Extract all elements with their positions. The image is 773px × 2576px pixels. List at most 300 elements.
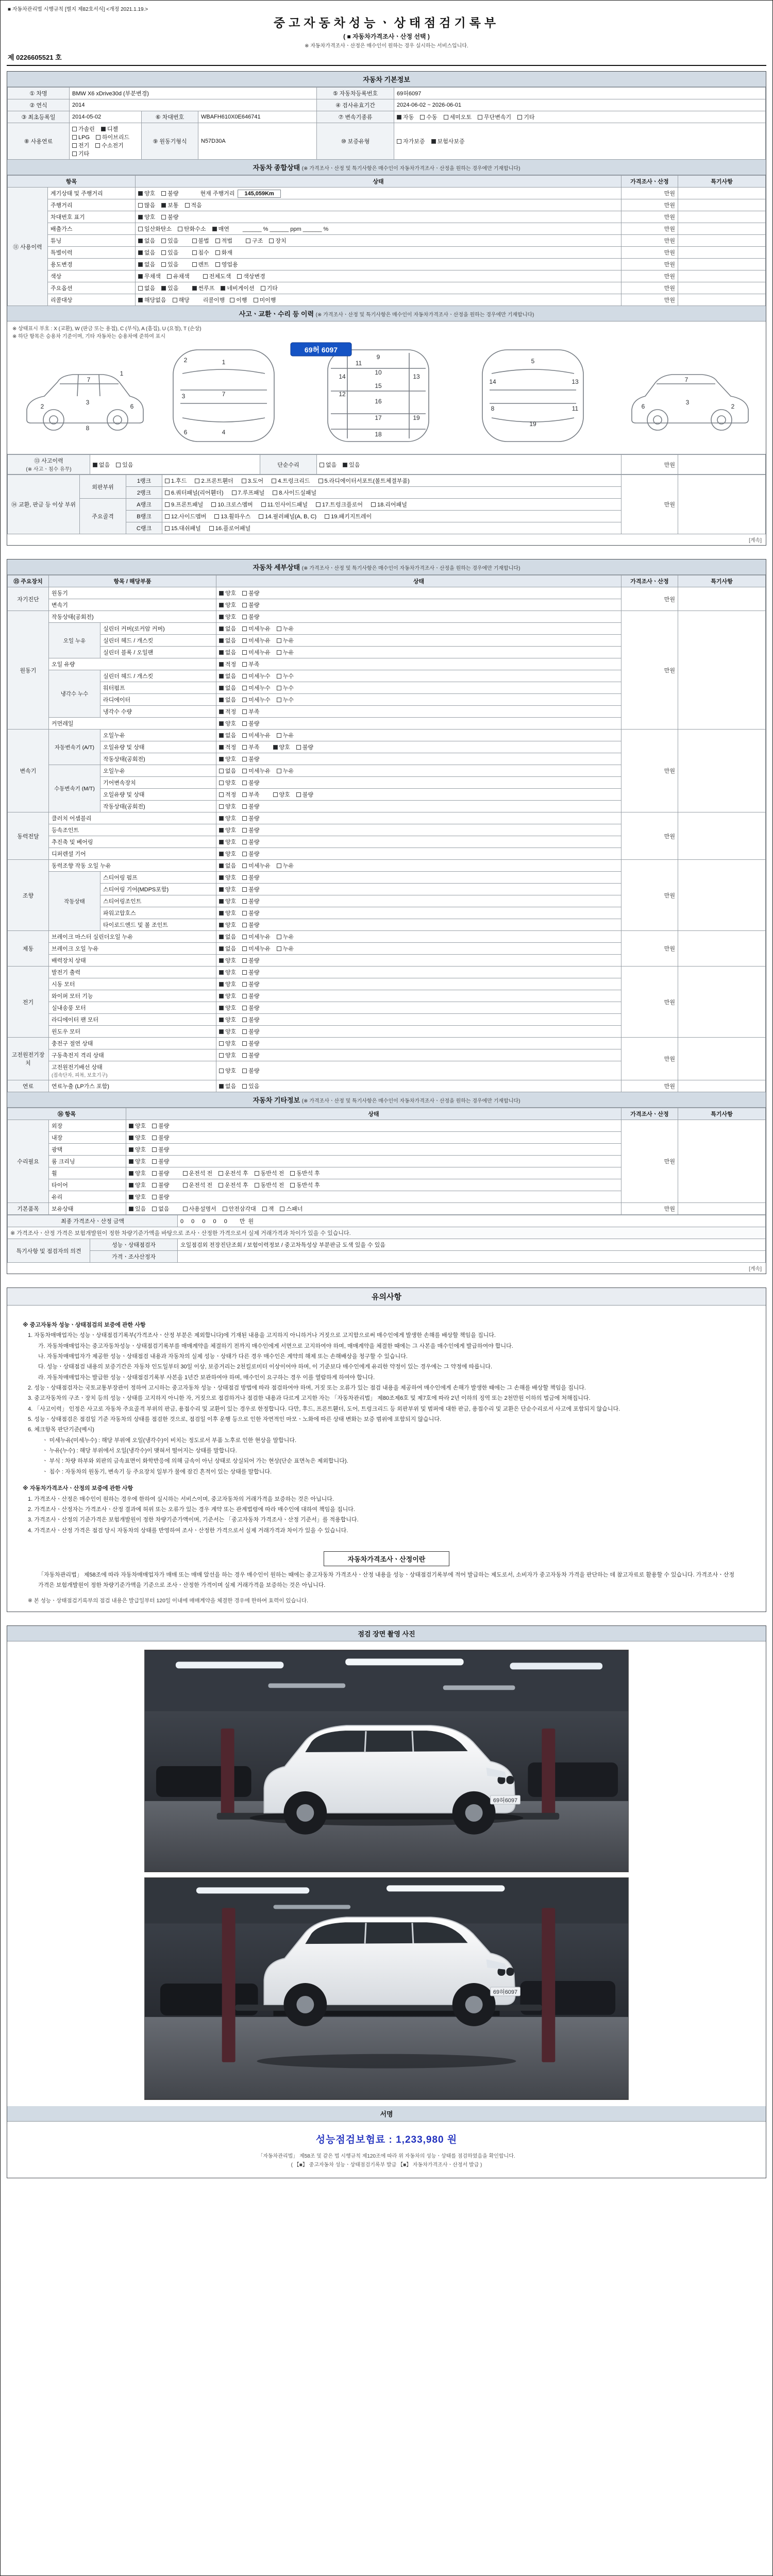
item-label: 워터펌프 — [100, 682, 216, 694]
checkbox — [138, 239, 143, 243]
checkbox — [215, 262, 220, 267]
checkbox — [371, 502, 376, 507]
checkbox — [138, 274, 143, 279]
checkbox-option: 없음 — [219, 946, 236, 952]
status-row — [8, 1120, 766, 1132]
fee-label: 성능점검보험료 : — [315, 2134, 393, 2146]
note-cell — [678, 967, 766, 1038]
checkbox — [242, 1006, 247, 1010]
checkbox — [138, 262, 143, 267]
checkbox-option: 미세누유 — [242, 626, 271, 632]
checkbox-option: 미세누수 — [242, 673, 271, 680]
checkbox-option: 동반석 후 — [290, 1171, 320, 1177]
svg-text:6: 6 — [641, 403, 645, 410]
odometer-box: 현재 주행거리 145,059Km — [200, 191, 281, 197]
checkbox — [152, 1183, 157, 1188]
checkbox — [152, 1207, 157, 1211]
option-group — [219, 697, 300, 703]
item-label: 실린더 헤드 / 개스킷 — [100, 670, 216, 682]
checkbox-option: 1.후드 — [165, 478, 187, 484]
option-group — [129, 1147, 176, 1153]
option-group — [219, 970, 266, 976]
checkbox-option: 운전석 전 — [183, 1182, 213, 1189]
checkbox-option: 불량 — [242, 1017, 259, 1023]
note-cell — [678, 188, 766, 199]
checkbox — [101, 127, 106, 131]
checkbox-option: 양호 — [138, 191, 155, 197]
checkbox-option: 유채색 — [167, 274, 190, 280]
device-group-label: 원동기 — [8, 611, 49, 730]
checkbox — [318, 479, 323, 483]
status-cell — [216, 635, 621, 647]
status-cell — [216, 860, 621, 872]
checkbox-option: 화재 — [215, 250, 232, 256]
section-notice — [7, 1287, 766, 1612]
price-cell: 만원 — [621, 860, 678, 931]
option-group — [219, 602, 266, 608]
checkbox-option: 불법 — [192, 238, 209, 244]
checkbox — [192, 286, 197, 291]
status-cell — [216, 1026, 621, 1038]
checkbox-option: 양호 — [219, 1005, 236, 1011]
status-cell — [216, 682, 621, 694]
checkbox-option: 자가보증 — [397, 139, 425, 145]
checkbox-option: 14.필러패널(A, B, C) — [259, 514, 316, 520]
status-cell — [126, 1203, 621, 1215]
appraiser-opinion-text — [178, 1251, 766, 1263]
checkbox-option: 없음 — [219, 1083, 236, 1090]
checkbox — [219, 958, 224, 963]
field-label: ④ 검사유효기간 — [317, 99, 394, 111]
option-group — [219, 875, 266, 881]
etc-status-table — [7, 1108, 766, 1215]
option-group — [203, 274, 272, 280]
checkbox — [219, 816, 224, 821]
status-cell — [136, 235, 621, 247]
notice-title: 유의사항 — [7, 1288, 766, 1306]
option-group — [138, 226, 236, 232]
checkbox-option: 불량 — [152, 1182, 169, 1189]
checkbox-option: 양호 — [219, 958, 236, 964]
price-cell: 만원 — [621, 294, 678, 306]
checkbox-option: 없음 — [219, 768, 236, 774]
warranty-options — [394, 123, 766, 160]
checkbox — [219, 638, 224, 643]
option-group — [219, 958, 266, 964]
option-group — [192, 250, 239, 256]
checkbox — [277, 638, 281, 643]
option-group — [219, 827, 266, 834]
checkbox-option: 미세누유 — [242, 863, 271, 869]
checkbox-option: 누수 — [277, 685, 294, 691]
checkbox-option: 양호 — [219, 875, 236, 881]
checkbox — [219, 875, 224, 880]
checkbox — [272, 479, 276, 483]
checkbox — [219, 615, 224, 619]
checkbox-option: 양호 — [219, 839, 236, 845]
checkbox-option: 동반석 전 — [255, 1171, 284, 1177]
checkbox — [431, 139, 436, 144]
vehicle-name-value: BMW X6 xDrive30d (부분변경) — [70, 88, 317, 99]
checkbox — [183, 1207, 188, 1211]
checkbox-option: 누유 — [277, 638, 294, 644]
section-title-accident — [7, 306, 766, 321]
item-label: 와이퍼 모터 기능 — [49, 990, 216, 1002]
price-cell: 만원 — [621, 730, 678, 812]
item-label: 타이어 — [49, 1179, 126, 1191]
status-cell — [126, 1120, 621, 1132]
checkbox — [242, 852, 247, 856]
checkbox — [161, 262, 166, 267]
svg-text:11: 11 — [355, 360, 362, 367]
checkbox-option: 네비게이션 — [221, 285, 254, 292]
field-label: ③ 최초등록일 — [8, 111, 70, 123]
status-cell — [126, 1191, 621, 1203]
checkbox-option: 불량 — [242, 1068, 259, 1074]
checkbox — [219, 852, 224, 856]
status-cell — [136, 188, 621, 199]
column-header: 상태 — [136, 176, 621, 188]
status-cell — [216, 824, 621, 836]
checkbox — [161, 250, 166, 255]
checkbox — [242, 1029, 247, 1034]
rank-label: B랭크 — [126, 511, 162, 522]
status-row — [8, 282, 766, 294]
option-group — [219, 1041, 266, 1047]
checkbox — [195, 479, 199, 483]
checkbox-option: 없음 — [138, 285, 155, 292]
simple-repair-options — [317, 455, 621, 474]
status-row — [8, 931, 766, 943]
field-label: ⑦ 변속기종류 — [317, 111, 394, 123]
checkbox-option: 불량 — [242, 993, 259, 999]
checkbox-option: 불량 — [152, 1159, 169, 1165]
checkbox-option: 불량 — [242, 899, 259, 905]
rank-label: A랭크 — [126, 499, 162, 511]
checkbox-option: 세미오토 — [444, 114, 472, 121]
status-cell — [126, 1156, 621, 1167]
checkbox-option: 양호 — [129, 1182, 146, 1189]
device-group-label: 고전원전기장치 — [8, 1038, 49, 1080]
status-cell — [216, 694, 621, 706]
status-cell — [136, 270, 621, 282]
svg-text:3: 3 — [181, 393, 186, 400]
checkbox — [478, 115, 482, 120]
price-cell: 만원 — [621, 1080, 678, 1092]
checkbox — [242, 650, 247, 655]
checkbox-option: 양호 — [219, 1041, 236, 1047]
checkbox-option: 불량 — [242, 851, 259, 857]
basic-info-table — [7, 87, 766, 160]
notice-line: 1. 가격조사ㆍ산정은 매수인이 원하는 경우에 한하여 실시하는 서비스이며, 중고자동차의 거래가격을 보증하는 것은 아닙니다. — [28, 1496, 334, 1502]
price-cell: 만원 — [621, 1038, 678, 1080]
checkbox-option: 적정 — [219, 792, 236, 798]
checkbox — [138, 298, 143, 302]
field-label: ⑨ 원동기형식 — [142, 123, 198, 160]
checkbox-option: 4.트렁크리드 — [272, 478, 310, 484]
item-label: 구동축전지 격리 상태 — [49, 1049, 216, 1061]
option-group — [273, 792, 320, 798]
checkbox-option: 불량 — [242, 721, 259, 727]
checkbox — [397, 115, 401, 120]
item-label: 기어변속장치 — [100, 777, 216, 789]
svg-text:15: 15 — [375, 382, 382, 389]
etc-status-table-container — [7, 1108, 766, 1215]
option-group — [138, 262, 185, 268]
price-cell: 만원 — [621, 475, 678, 534]
checkbox-option: 사용설명서 — [183, 1206, 216, 1212]
checkbox-option: 불량 — [242, 981, 259, 988]
checkbox-option: 기타 — [72, 151, 89, 157]
price-cell: 만원 — [621, 455, 678, 474]
photo-plate-text: 69허6097 — [493, 1798, 518, 1804]
checkbox-option: 불량 — [242, 756, 259, 762]
inspection-validity-value: 2024-06-02 ~ 2026-06-01 — [394, 99, 766, 111]
checkbox-option: 매연 — [212, 226, 229, 232]
checkbox — [219, 1053, 224, 1058]
checkbox — [277, 863, 281, 868]
note-cell — [678, 223, 766, 235]
first-registration-value: 2014-05-02 — [70, 111, 142, 123]
checkbox — [138, 250, 143, 255]
checkbox-option: 적정 — [219, 709, 236, 715]
status-cell — [216, 895, 621, 907]
checkbox-option: 보험사보증 — [431, 139, 465, 145]
status-cell — [216, 943, 621, 955]
checkbox — [219, 769, 224, 773]
checkbox — [242, 686, 247, 690]
option-group — [219, 1017, 266, 1023]
panel-group-label: 외판부위 — [80, 475, 126, 499]
notice-line: 나. 자동차매매업자가 제공한 성능ㆍ상태점검 내용과 자동차의 실제 성능ㆍ상태가 다른 경우 매수인은 계약의 해제 또는 손해배상을 청구할 수 있습니다. — [38, 1353, 408, 1360]
checkbox-option: 운전석 후 — [219, 1171, 248, 1177]
status-row — [8, 199, 766, 211]
item-label: 배출가스 — [48, 223, 136, 235]
notice-line: 4. 가격조사ㆍ산정 가격은 점검 당시 자동차의 상태를 반영하여 조사ㆍ산정한 가격으로서 실제 거래가격과 차이가 있을 수 있습니다. — [28, 1527, 348, 1534]
signature-bar: 서명 — [7, 2106, 766, 2122]
checkbox — [219, 733, 224, 738]
checkbox — [215, 239, 220, 243]
checkbox-option: 누유 — [277, 946, 294, 952]
checkbox — [152, 1124, 157, 1128]
transmission-options — [394, 111, 766, 123]
status-cell — [216, 801, 621, 812]
checkbox-option: 탄화수소 — [178, 226, 206, 232]
notice-line: 다. 성능ㆍ상태점검 내용의 보증기간은 자동차 인도일부터 30일 이상, 보증거리는 2천킬로미터 이상이어야 하며, 이 기준보다 매수인에게 유리한 약정이 있는 경우에는 그 약정에 따릅니다. — [38, 1364, 493, 1370]
checkbox-option: 있음 — [161, 238, 178, 244]
checkbox-option: 양호 — [219, 981, 236, 988]
checkbox — [261, 286, 265, 291]
svg-text:12: 12 — [339, 391, 346, 398]
checkbox-option: 양호 — [129, 1123, 146, 1129]
checkbox — [273, 792, 278, 797]
status-cell — [216, 623, 621, 635]
option-group — [219, 1029, 266, 1035]
price-cell: 만원 — [621, 270, 678, 282]
table-header-row — [8, 1108, 766, 1120]
checkbox-option: 양호 — [219, 602, 236, 608]
item-label: 시동 모터 — [49, 978, 216, 990]
note-cell — [678, 611, 766, 730]
svg-text:5: 5 — [531, 358, 535, 365]
checkbox-option: 불량 — [242, 590, 259, 597]
checkbox-option: 불량 — [152, 1123, 169, 1129]
notice-line: ㆍ 미세누유(미세누수) : 해당 부위에 오일(냉각수)이 비치는 정도로서 부품 노후로 인한 현상을 말합니다. — [42, 1437, 297, 1444]
item-label: 등속조인트 — [49, 824, 216, 836]
overall-title-text: 자동차 종합상태 — [253, 164, 300, 172]
note-cell — [678, 931, 766, 967]
checkbox-option: 하이브리드 — [96, 134, 129, 141]
item-label: 작동상태(공회전) — [49, 611, 216, 623]
checkbox — [219, 626, 224, 631]
status-cell — [216, 765, 621, 777]
item-label: 브레이크 마스터 실린더오일 누유 — [49, 931, 216, 943]
accident-history-sublabel: (※ 사고ㆍ침수 유무) — [26, 467, 72, 472]
checkbox-option: 없음 — [219, 863, 236, 869]
checkbox — [152, 1195, 157, 1199]
status-row — [8, 730, 766, 741]
inspection-photo-1 — [144, 1650, 629, 1872]
status-cell — [216, 907, 621, 919]
status-cell — [216, 1002, 621, 1014]
svg-text:8: 8 — [491, 405, 495, 412]
checkbox — [242, 946, 247, 951]
checkbox-option: 수소전기 — [95, 143, 124, 149]
checkbox — [237, 274, 242, 279]
checkbox-option: 없음 — [219, 650, 236, 656]
rank-label: 2랭크 — [126, 487, 162, 499]
checkbox — [72, 143, 77, 148]
checkbox — [214, 514, 219, 519]
column-header: 가격조사ㆍ산정 — [621, 1108, 678, 1120]
item-label: 오일누유 — [100, 730, 216, 741]
column-header: 가격조사ㆍ산정 — [621, 575, 678, 587]
checkbox-option: 미세누유 — [242, 768, 271, 774]
checkbox — [261, 502, 266, 507]
checkbox-option: 10.크로스멤버 — [211, 502, 253, 508]
inspection-insurance-fee — [7, 2132, 766, 2146]
field-label: ⑤ 자동차등록번호 — [317, 88, 394, 99]
column-header: 가격조사ㆍ산정 — [621, 176, 678, 188]
photo-area — [7, 1641, 766, 2106]
notice-line: 라. 자동차매매업자는 발급한 성능ㆍ상태점검기록부 사본을 1년간 보관하여야 하며, 매수인이 요구하는 경우 이를 열람하게 하여야 합니다. — [38, 1374, 375, 1381]
item-label: 오일유량 및 상태 — [100, 789, 216, 801]
checkbox — [242, 662, 247, 667]
checkbox-option: 양호 — [219, 1053, 236, 1059]
checkbox — [219, 982, 224, 987]
checkbox — [242, 863, 247, 868]
status-row — [8, 247, 766, 259]
checkbox — [219, 686, 224, 690]
status-cell — [216, 1014, 621, 1026]
option-group — [183, 1171, 326, 1177]
option-group — [219, 638, 300, 644]
checkbox — [242, 698, 247, 702]
checkbox — [183, 1171, 188, 1176]
checkbox — [219, 757, 224, 761]
checkbox — [316, 502, 321, 507]
status-row — [8, 587, 766, 599]
checkbox — [219, 781, 224, 785]
checkbox — [242, 638, 247, 643]
odometer-value: 145,059Km — [238, 190, 281, 198]
option-group — [219, 863, 300, 869]
checkbox-option: 양호 — [138, 214, 155, 221]
svg-text:2: 2 — [40, 403, 44, 410]
status-cell — [126, 1179, 621, 1191]
note-cell — [678, 1080, 766, 1092]
checkbox — [152, 1159, 157, 1164]
checkbox-option: 보통 — [161, 202, 178, 209]
svg-text:1: 1 — [120, 370, 124, 377]
simple-repair-label: 단순수리 — [260, 455, 317, 474]
item-label: 내장 — [49, 1132, 126, 1144]
checkbox-option: 해당 — [173, 297, 190, 303]
checkbox-option: 9.프론트패널 — [165, 502, 203, 508]
checkbox-option: 양호 — [129, 1194, 146, 1200]
checkbox-option: 있음 — [343, 462, 360, 468]
checkbox-option: 없음 — [138, 250, 155, 256]
checkbox — [129, 1207, 133, 1211]
checkbox — [212, 227, 217, 231]
checkbox-option: 15.대쉬패널 — [165, 526, 201, 532]
checkbox — [185, 203, 190, 208]
checkbox-option: LPG — [72, 134, 90, 141]
item-label: 유리 — [49, 1191, 126, 1203]
note-cell — [678, 1038, 766, 1080]
checkbox-option: 불량 — [242, 602, 259, 608]
item-label: 주행거리 — [48, 199, 136, 211]
option-group — [138, 238, 185, 244]
checkbox — [165, 502, 170, 507]
option-group — [129, 1171, 176, 1177]
svg-text:6: 6 — [183, 429, 188, 436]
price-survey-definition-text: 「자동차관리법」 제58조에 따라 자동차매매업자가 매매 또는 매매 알선을 하는 경우 매수인이 원하는 때에는 중고자동차 가격조사ㆍ산정 내용을 성능ㆍ상태점검기록부에 적어 발급하는 제도로서, 소비자가 중고자동차 가격을 판단하는 데 참고자료로 활용할 수 있습니다. 가격조사ㆍ산정 가격은 보험개발원이 정한 차량기준가액을 기준으로 조사ㆍ산정한 가격이며 실제 거래가격을 보증하는 것은 아닙니다. — [38, 1571, 734, 1588]
item-label: 차대번호 표기 — [48, 211, 136, 223]
checkbox — [255, 1171, 259, 1176]
status-cell — [216, 967, 621, 978]
status-cell — [216, 955, 621, 967]
status-cell — [126, 1167, 621, 1179]
status-cell — [126, 1144, 621, 1156]
checkbox — [72, 135, 77, 140]
exchange-rank-table-container — [7, 474, 766, 534]
notice-line: 1. 자동차매매업자는 성능ㆍ상태점검기록부(가격조사ㆍ산정 부분은 제외합니다)에 기재된 내용을 고지하지 아니하거나 거짓으로 고지함으로써 매수인에게 발생한 손해를 배상할 책임을 집니다. — [28, 1332, 496, 1339]
checkbox — [290, 1171, 295, 1176]
svg-text:2: 2 — [731, 403, 735, 410]
note-cell — [678, 211, 766, 223]
status-cell — [216, 647, 621, 658]
checkbox-option: 있음 — [129, 1206, 146, 1212]
checkbox — [219, 650, 224, 655]
checkbox — [183, 1183, 188, 1188]
checkbox — [219, 911, 224, 916]
option-group — [219, 744, 266, 751]
status-row — [8, 812, 766, 824]
checkbox-option: 없음 — [219, 626, 236, 632]
checkbox-option: 불량 — [296, 792, 313, 798]
item-label: 파워고압호스 — [100, 907, 216, 919]
status-cell — [216, 1080, 621, 1092]
checkbox — [242, 994, 247, 998]
checkbox-option: 6.쿼터패널(리어휀더) — [165, 490, 224, 496]
checkbox — [219, 698, 224, 702]
column-header: 상태 — [126, 1108, 621, 1120]
status-cell — [216, 753, 621, 765]
checkbox — [254, 298, 258, 302]
item-label: 특별이력 — [48, 247, 136, 259]
option-group — [183, 1206, 309, 1212]
